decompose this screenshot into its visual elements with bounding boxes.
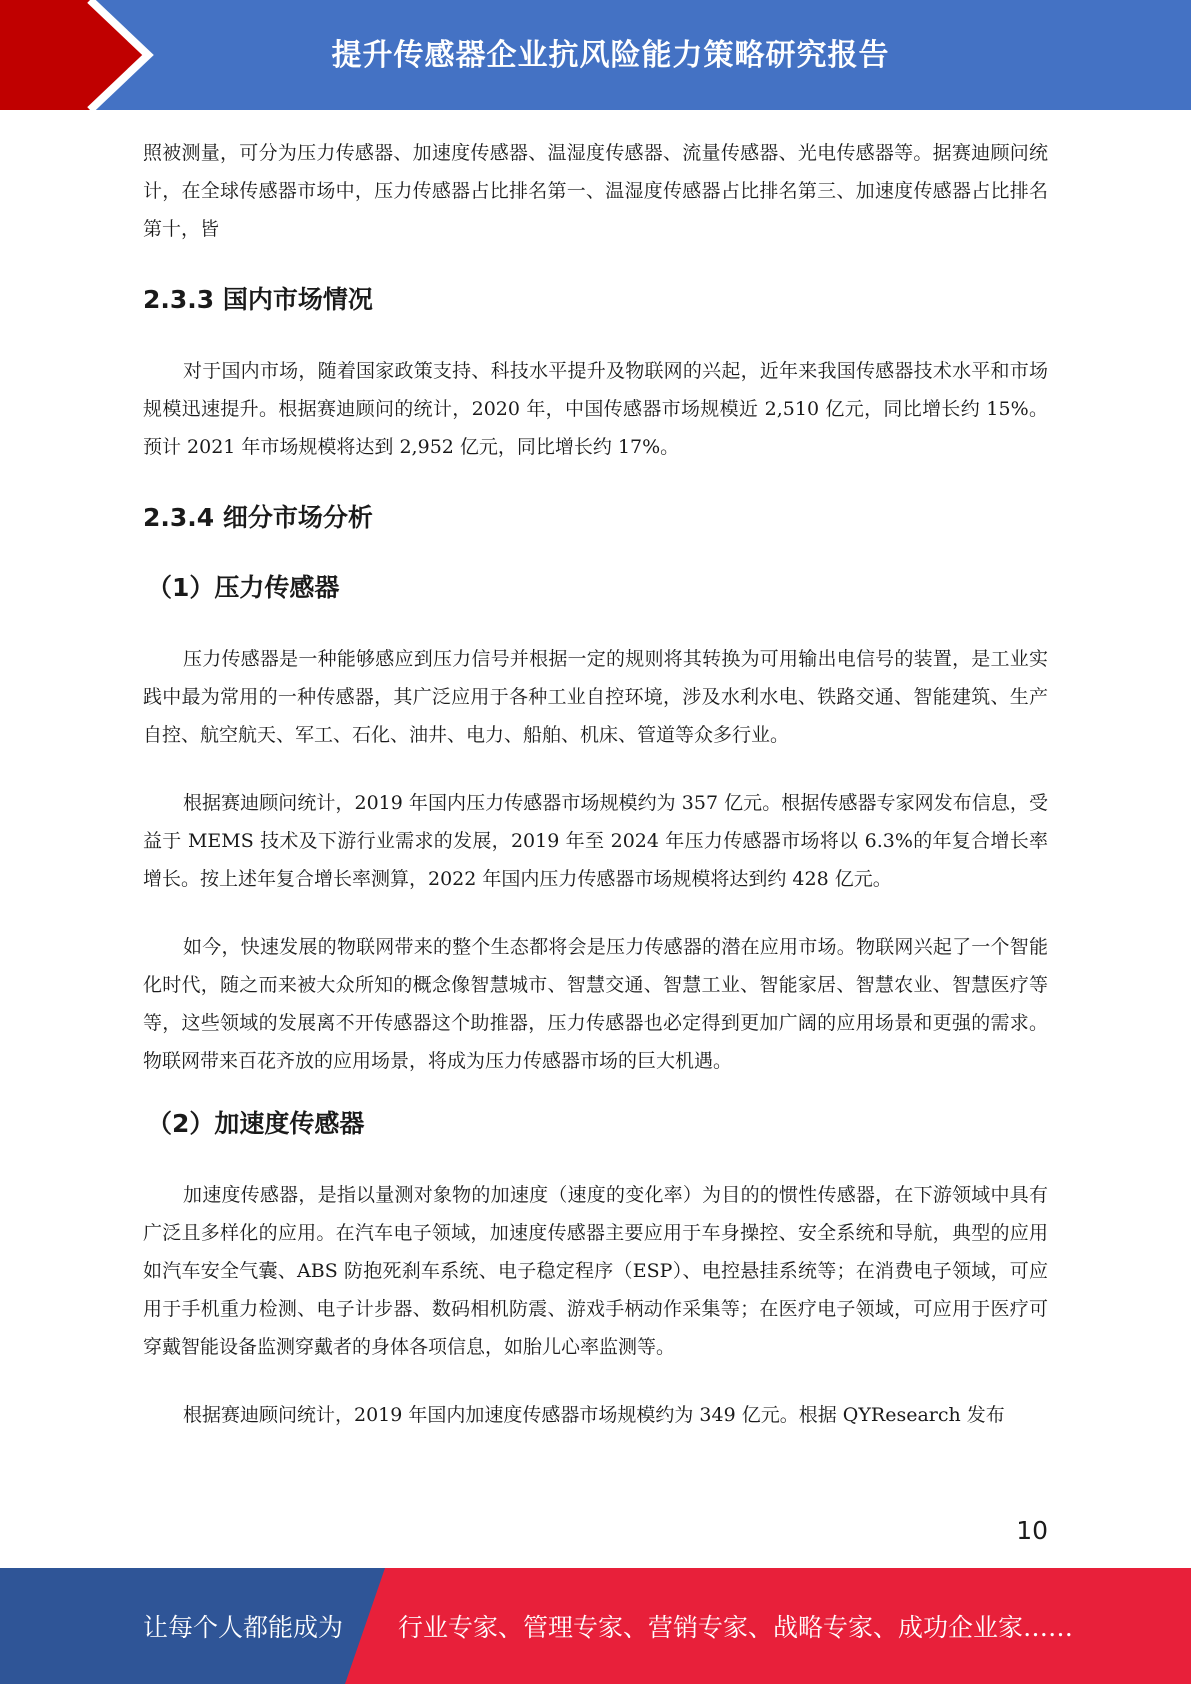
section-heading-2-3-3: 2.3.3 国内市场情况: [143, 285, 373, 314]
pressure-sensor-paragraph-3: 如今，快速发展的物联网带来的整个生态都将会是压力传感器的潜在应用市场。物联网兴起了一个智能化时代，随之而来被大众所知的概念像智慧城市、智慧交通、智慧工业、智能家居、智慧农业、智慧医疗等等，这些领域的发展离不开传感器这个助推器，压力传感器也必定得到更加广阔的应用场景和更强的需求。物联网带来百花齐放的应用场景，将成为压力传感器市场的巨大机遇。: [143, 936, 1048, 1072]
acceleration-sensor-paragraph-2: 根据赛迪顾问统计，2019 年国内加速度传感器市场规模约为 349 亿元。根据 QYResearch 发布: [183, 1404, 1005, 1426]
page-header: [0, 0, 1191, 110]
intro-paragraph: 照被测量，可分为压力传感器、加速度传感器、温湿度传感器、流量传感器、光电传感器等。据赛迪顾问统计，在全球传感器市场中，压力传感器占比排名第一、温湿度传感器占比排名第三、加速度传感器占比排名第十，皆: [143, 142, 1048, 240]
domestic-market-paragraph: 对于国内市场，随着国家政策支持、科技水平提升及物联网的兴起，近年来我国传感器技术水平和市场规模迅速提升。根据赛迪顾问的统计，2020 年，中国传感器市场规模近 2,510 亿元，同比增长约 15%。预计 2021 年市场规模将达到 2,952 亿元，同比增长约 17%。: [143, 360, 1048, 458]
pressure-sensor-paragraph-1: 压力传感器是一种能够感应到压力信号并根据一定的规则将其转换为可用输出电信号的装置，是工业实践中最为常用的一种传感器，其广泛应用于各种工业自控环境，涉及水利水电、铁路交通、智能建筑、生产自控、航空航天、军工、石化、油井、电力、船舶、机床、管道等众多行业。: [143, 648, 1048, 746]
page-number: 10: [1016, 1516, 1048, 1545]
page-footer: [0, 1568, 1191, 1684]
page-content: [143, 134, 1048, 1434]
report-title: 提升传感器企业抗风险能力策略研究报告: [331, 38, 890, 73]
pressure-sensor-paragraph-2: 根据赛迪顾问统计，2019 年国内压力传感器市场规模约为 357 亿元。根据传感器专家网发布信息，受益于 MEMS 技术及下游行业需求的发展，2019 年至 2024 年压力传感器市场将以 6.3%的年复合增长率增长。按上述年复合增长率测算，2022 年国内压力传感器市场规模将达到约 428 亿元。: [143, 792, 1048, 890]
subheading-acceleration-sensor: （2）加速度传感器: [147, 1109, 365, 1138]
acceleration-sensor-paragraph-1: 加速度传感器，是指以量测对象物的加速度（速度的变化率）为目的的惯性传感器，在下游领域中具有广泛且多样化的应用。在汽车电子领域，加速度传感器主要应用于车身操控、安全系统和导航，典型的应用如汽车安全气囊、ABS 防抱死刹车系统、电子稳定程序（ESP）、电控悬挂系统等；在消费电子领域，可应用于手机重力检测、电子计步器、数码相机防震、游戏手柄动作采集等；在医疗电子领域，可应用于医疗可穿戴智能设备监测穿戴者的身体各项信息，如胎儿心率监测等。: [143, 1184, 1048, 1358]
footer-slogan-right: 行业专家、管理专家、营销专家、战略专家、成功企业家……: [398, 1613, 1074, 1642]
subheading-pressure-sensor: （1）压力传感器: [147, 573, 340, 602]
section-heading-2-3-4: 2.3.4 细分市场分析: [143, 503, 373, 532]
footer-slogan-left: 让每个人都能成为: [143, 1613, 344, 1642]
